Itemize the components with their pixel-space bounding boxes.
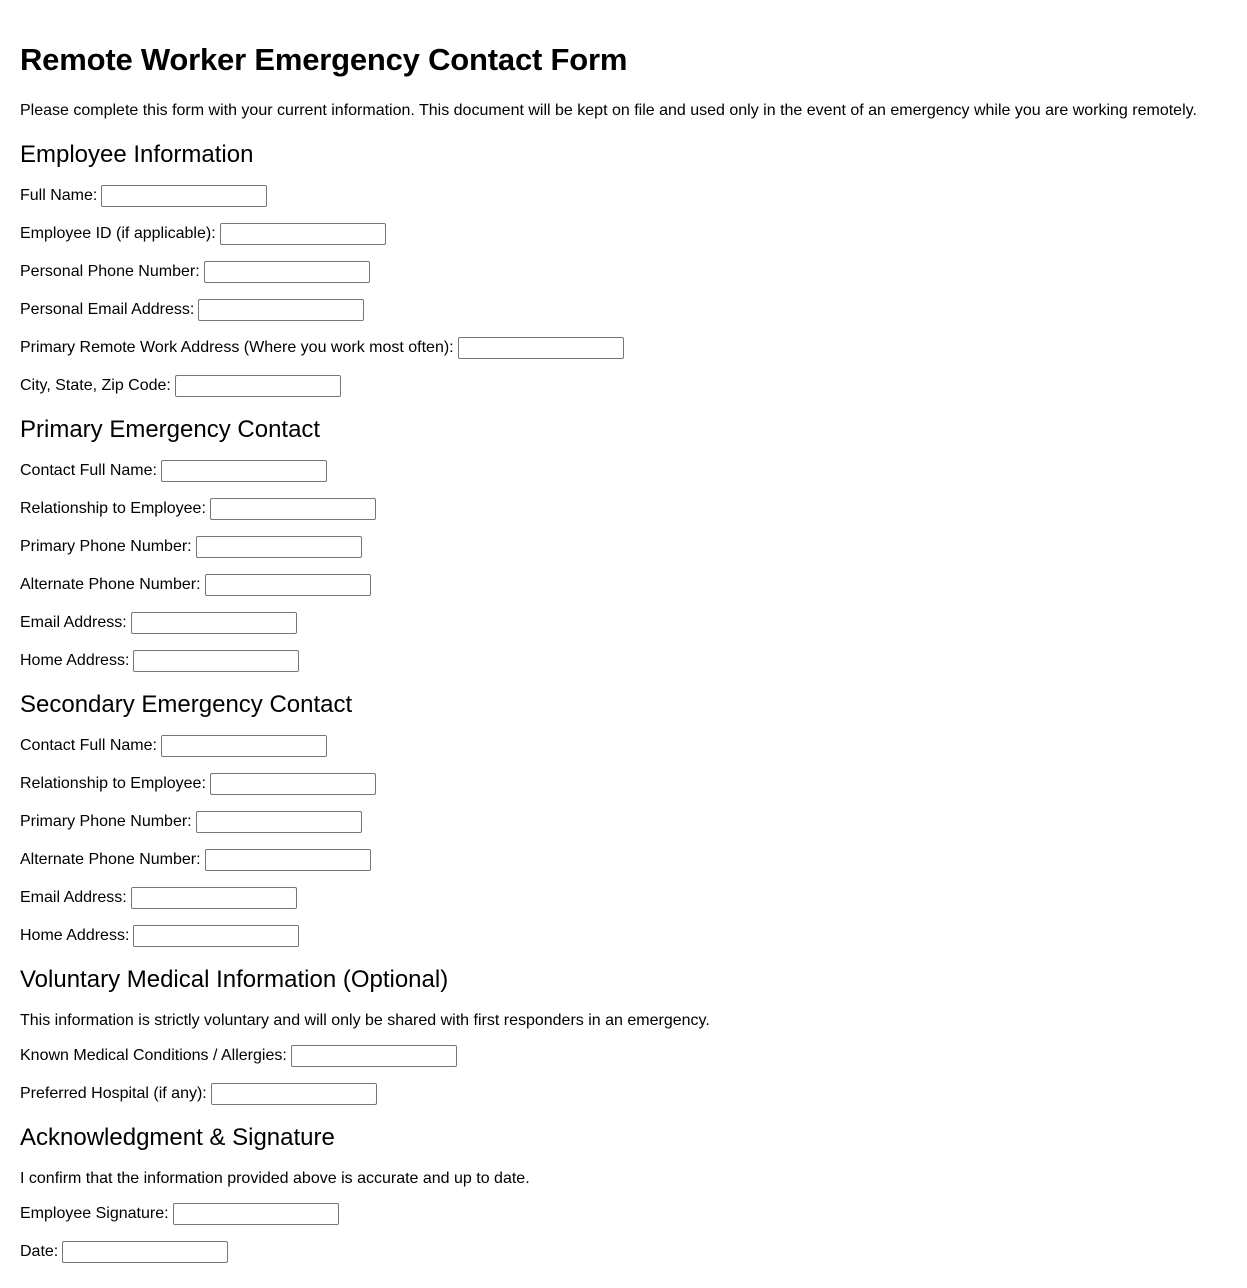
employee-id-input[interactable]	[220, 223, 386, 245]
secondary-alternate-phone-label: Alternate Phone Number:	[20, 851, 201, 868]
medical-conditions-label: Known Medical Conditions / Allergies:	[20, 1047, 287, 1064]
field-row-employee-signature	[20, 1202, 1227, 1226]
primary-alternate-phone-input[interactable]	[205, 574, 371, 596]
field-row-preferred-hospital	[20, 1082, 1227, 1106]
personal-email-input[interactable]	[198, 299, 364, 321]
date-label: Date:	[20, 1243, 59, 1260]
employee-id-label: Employee ID (if applicable):	[20, 225, 216, 242]
primary-home-address-label: Home Address:	[20, 652, 130, 669]
field-row-primary-alternate-phone	[20, 573, 1227, 597]
field-row-primary-home-address	[20, 649, 1227, 673]
field-row-personal-phone	[20, 260, 1227, 284]
medical-note: This information is strictly voluntary and will only be shared with first responders in an emergency.	[20, 1012, 710, 1029]
field-row-secondary-contact-phone	[20, 810, 1227, 834]
field-row-secondary-home-address	[20, 924, 1227, 948]
section-heading-secondary-contact: Secondary Emergency Contact	[20, 691, 353, 718]
personal-phone-input[interactable]	[204, 261, 370, 283]
secondary-contact-name-label: Contact Full Name:	[20, 737, 157, 754]
field-row-employee-id	[20, 222, 1227, 246]
preferred-hospital-label: Preferred Hospital (if any):	[20, 1085, 207, 1102]
full-name-input[interactable]	[101, 185, 267, 207]
secondary-alternate-phone-input[interactable]	[205, 849, 371, 871]
intro-text: Please complete this form with your current information. This document will be kept on file and used only in the event of an emergency while you are working remotely.	[20, 102, 1197, 119]
employee-signature-input[interactable]	[173, 1203, 339, 1225]
field-row-secondary-relationship	[20, 772, 1227, 796]
primary-contact-name-label: Contact Full Name:	[20, 462, 157, 479]
field-row-secondary-alternate-phone	[20, 848, 1227, 872]
medical-information-section	[20, 964, 1227, 1106]
page-title: Remote Worker Emergency Contact Form	[20, 42, 628, 77]
remote-work-address-input[interactable]	[458, 337, 624, 359]
section-heading-acknowledgment: Acknowledgment & Signature	[20, 1124, 335, 1151]
field-row-secondary-email	[20, 886, 1227, 910]
primary-email-label: Email Address:	[20, 614, 127, 631]
secondary-email-label: Email Address:	[20, 889, 127, 906]
remote-work-address-label: Primary Remote Work Address (Where you work most often):	[20, 339, 454, 356]
secondary-relationship-label: Relationship to Employee:	[20, 775, 206, 792]
secondary-contact-phone-label: Primary Phone Number:	[20, 813, 192, 830]
acknowledgment-section	[20, 1122, 1227, 1264]
section-heading-medical: Voluntary Medical Information (Optional)	[20, 966, 449, 993]
secondary-contact-section	[20, 689, 1227, 948]
section-heading-employee: Employee Information	[20, 141, 254, 168]
personal-email-label: Personal Email Address:	[20, 301, 195, 318]
field-row-city-state-zip	[20, 374, 1227, 398]
field-row-primary-relationship	[20, 497, 1227, 521]
section-heading-primary-contact: Primary Emergency Contact	[20, 416, 321, 443]
full-name-label: Full Name:	[20, 187, 98, 204]
field-row-medical-conditions	[20, 1044, 1227, 1068]
field-row-date	[20, 1240, 1227, 1264]
medical-conditions-input[interactable]	[291, 1045, 457, 1067]
field-row-primary-email	[20, 611, 1227, 635]
personal-phone-label: Personal Phone Number:	[20, 263, 200, 280]
secondary-contact-phone-input[interactable]	[196, 811, 362, 833]
employee-signature-label: Employee Signature:	[20, 1205, 169, 1222]
field-row-primary-contact-name	[20, 459, 1227, 483]
primary-alternate-phone-label: Alternate Phone Number:	[20, 576, 201, 593]
primary-contact-phone-input[interactable]	[196, 536, 362, 558]
field-row-remote-work-address	[20, 336, 1227, 360]
field-row-personal-email	[20, 298, 1227, 322]
primary-contact-phone-label: Primary Phone Number:	[20, 538, 192, 555]
primary-email-input[interactable]	[131, 612, 297, 634]
secondary-contact-name-input[interactable]	[161, 735, 327, 757]
date-input[interactable]	[62, 1241, 228, 1263]
secondary-home-address-label: Home Address:	[20, 927, 130, 944]
primary-contact-section	[20, 414, 1227, 673]
primary-home-address-input[interactable]	[133, 650, 299, 672]
primary-relationship-label: Relationship to Employee:	[20, 500, 206, 517]
preferred-hospital-input[interactable]	[211, 1083, 377, 1105]
field-row-full-name	[20, 184, 1227, 208]
secondary-email-input[interactable]	[131, 887, 297, 909]
primary-contact-name-input[interactable]	[161, 460, 327, 482]
city-state-zip-input[interactable]	[175, 375, 341, 397]
secondary-relationship-input[interactable]	[210, 773, 376, 795]
secondary-home-address-input[interactable]	[133, 925, 299, 947]
field-row-secondary-contact-name	[20, 734, 1227, 758]
acknowledgment-note: I confirm that the information provided above is accurate and up to date.	[20, 1170, 530, 1187]
primary-relationship-input[interactable]	[210, 498, 376, 520]
employee-information-section	[20, 139, 1227, 398]
city-state-zip-label: City, State, Zip Code:	[20, 377, 171, 394]
field-row-primary-contact-phone	[20, 535, 1227, 559]
